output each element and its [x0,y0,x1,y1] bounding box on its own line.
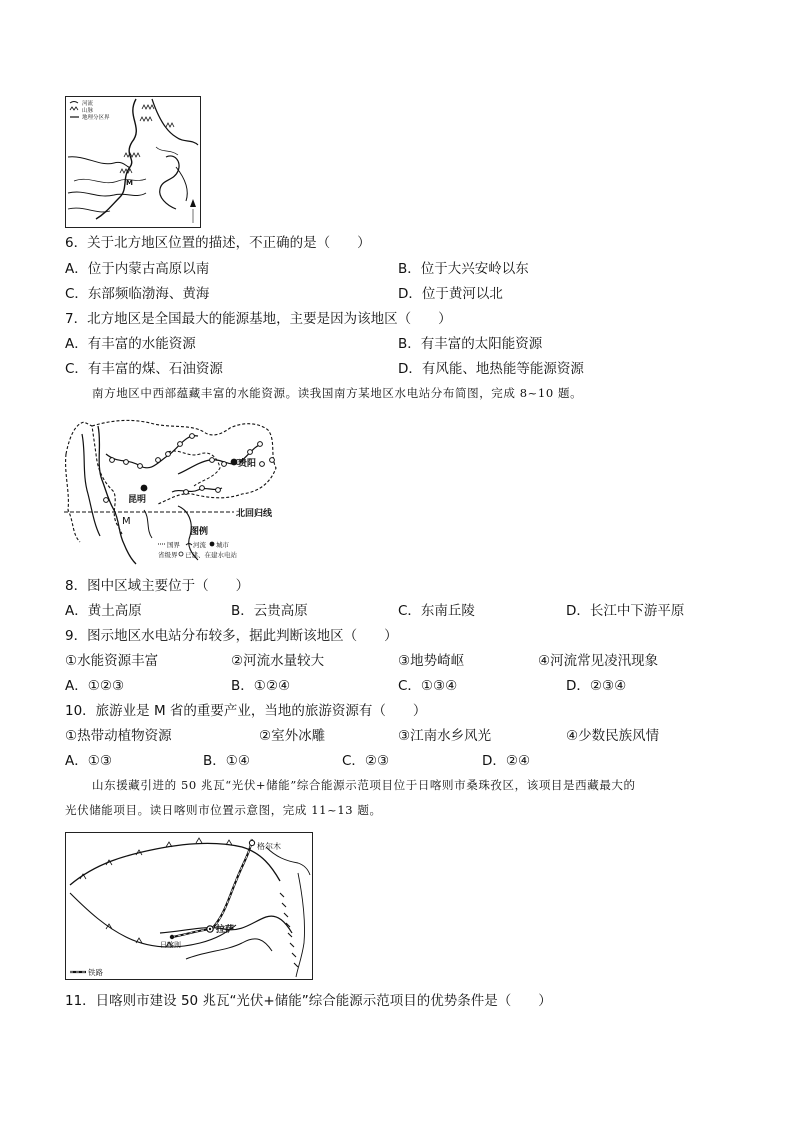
map2-legend-provincial-border: 省级界 [158,551,178,559]
q9-option-c[interactable]: C．①③④ [398,678,458,694]
q10-option-a[interactable]: A．①③ [65,753,112,769]
map3-legend-railway: 铁路 [88,968,103,977]
question-7-stem: 7．北方地区是全国最大的能源基地，主要是因为该地区（ ） [65,311,452,327]
map1-legend-boundary: 地理分区界 [82,115,110,121]
question-11-stem: 11．日喀则市建设 50 兆瓦“光伏+储能”综合能源示范项目的优势条件是（ ） [65,993,552,1009]
q8-option-b[interactable]: B．云贵高原 [231,603,308,619]
q6-option-a[interactable]: A．位于内蒙古高原以南 [65,261,210,277]
map-hydropower-drawing [62,414,286,566]
q6-option-b[interactable]: B．位于大兴安岭以东 [398,261,529,277]
map-shigatse-location [65,832,313,980]
city-golmud-marker [249,840,254,845]
q9-statement-4: ④河流常见凌汛现象 [538,653,659,669]
q10-statement-4: ④少数民族风情 [566,728,660,744]
map2-legend-hydropower: 已建、在建水电站 [185,551,237,559]
intro-questions-11-13-line2: 光伏储能项目。读日喀则市位置示意图，完成 11~13 题。 [65,803,382,817]
q9-option-b[interactable]: B．①②④ [231,678,291,694]
city-guiyang-label: 贵阳 [238,459,257,469]
q7-option-a[interactable]: A．有丰富的水能资源 [65,336,196,352]
map-hydropower-stations [62,414,286,566]
q8-option-c[interactable]: C．东南丘陵 [398,603,475,619]
map-shigatse-drawing [66,833,312,979]
q6-option-c[interactable]: C．东部频临渤海、黄海 [65,286,210,302]
q8-option-d[interactable]: D．长江中下游平原 [566,603,685,619]
q7-option-b[interactable]: B．有丰富的太阳能资源 [398,336,543,352]
map2-legend-title: 图例 [190,527,209,537]
city-kunming-label: 昆明 [128,495,147,505]
question-6-stem: 6．关于北方地区位置的描述，不正确的是（ ） [65,235,371,251]
map3-legend [70,967,103,977]
map-northern-region-drawing [66,97,200,227]
map1-label-m: M [126,179,133,187]
q8-option-a[interactable]: A．黄土高原 [65,603,142,619]
question-9-stem: 9．图示地区水电站分布较多，据此判断该地区（ ） [65,628,398,644]
city-lhasa-label: 拉萨 [216,925,235,935]
question-8-stem: 8．图中区域主要位于（ ） [65,578,250,594]
city-shigatse-label: 日喀则 [160,941,181,949]
q10-statement-3: ③江南水乡风光 [398,728,492,744]
intro-questions-11-13-line1: 山东援藏引进的 50 兆瓦“光伏+储能”综合能源示范项目位于日喀则市桑珠孜区，该项目是西藏最大的 [92,778,636,792]
q10-option-b[interactable]: B．①④ [203,753,250,769]
q9-option-d[interactable]: D．②③④ [566,678,627,694]
map1-legend-river: 河流 [82,101,94,107]
city-shigatse-marker [170,935,174,939]
q7-option-d[interactable]: D．有风能、地热能等能源资源 [398,361,584,377]
intro-questions-8-10: 南方地区中西部蕴藏丰富的水能资源。读我国南方某地区水电站分布简图，完成 8~10 题。 [92,386,583,400]
q9-option-a[interactable]: A．①②③ [65,678,125,694]
q10-option-d[interactable]: D．②④ [482,753,531,769]
map-northern-region [65,96,201,228]
map2-legend-national-border: 国界 [167,541,180,549]
q10-option-c[interactable]: C．②③ [342,753,390,769]
tropic-of-cancer-label: 北回归线 [236,509,273,519]
q10-statement-2: ②室外冰雕 [259,728,326,744]
question-10-stem: 10．旅游业是 M 省的重要产业，当地的旅游资源有（ ） [65,703,427,719]
map2-legend [158,525,238,559]
map1-legend-mountain: 山脉 [82,108,94,114]
map2-legend-river: 河流 [193,541,206,549]
q9-statement-3: ③地势崎岖 [398,653,465,669]
q9-statement-2: ②河流水量较大 [231,653,325,669]
map2-label-m: M [122,516,131,527]
q9-statement-1: ①水能资源丰富 [65,653,159,669]
q10-statement-1: ①热带动植物资源 [65,728,172,744]
map1-legend [70,99,110,121]
city-golmud-label: 格尔木 [257,842,281,851]
q6-option-d[interactable]: D．位于黄河以北 [398,286,503,302]
map2-legend-city: 城市 [216,541,229,549]
q7-option-c[interactable]: C．有丰富的煤、石油资源 [65,361,223,377]
city-kunming-marker [141,485,148,492]
city-guiyang-marker [231,459,238,466]
